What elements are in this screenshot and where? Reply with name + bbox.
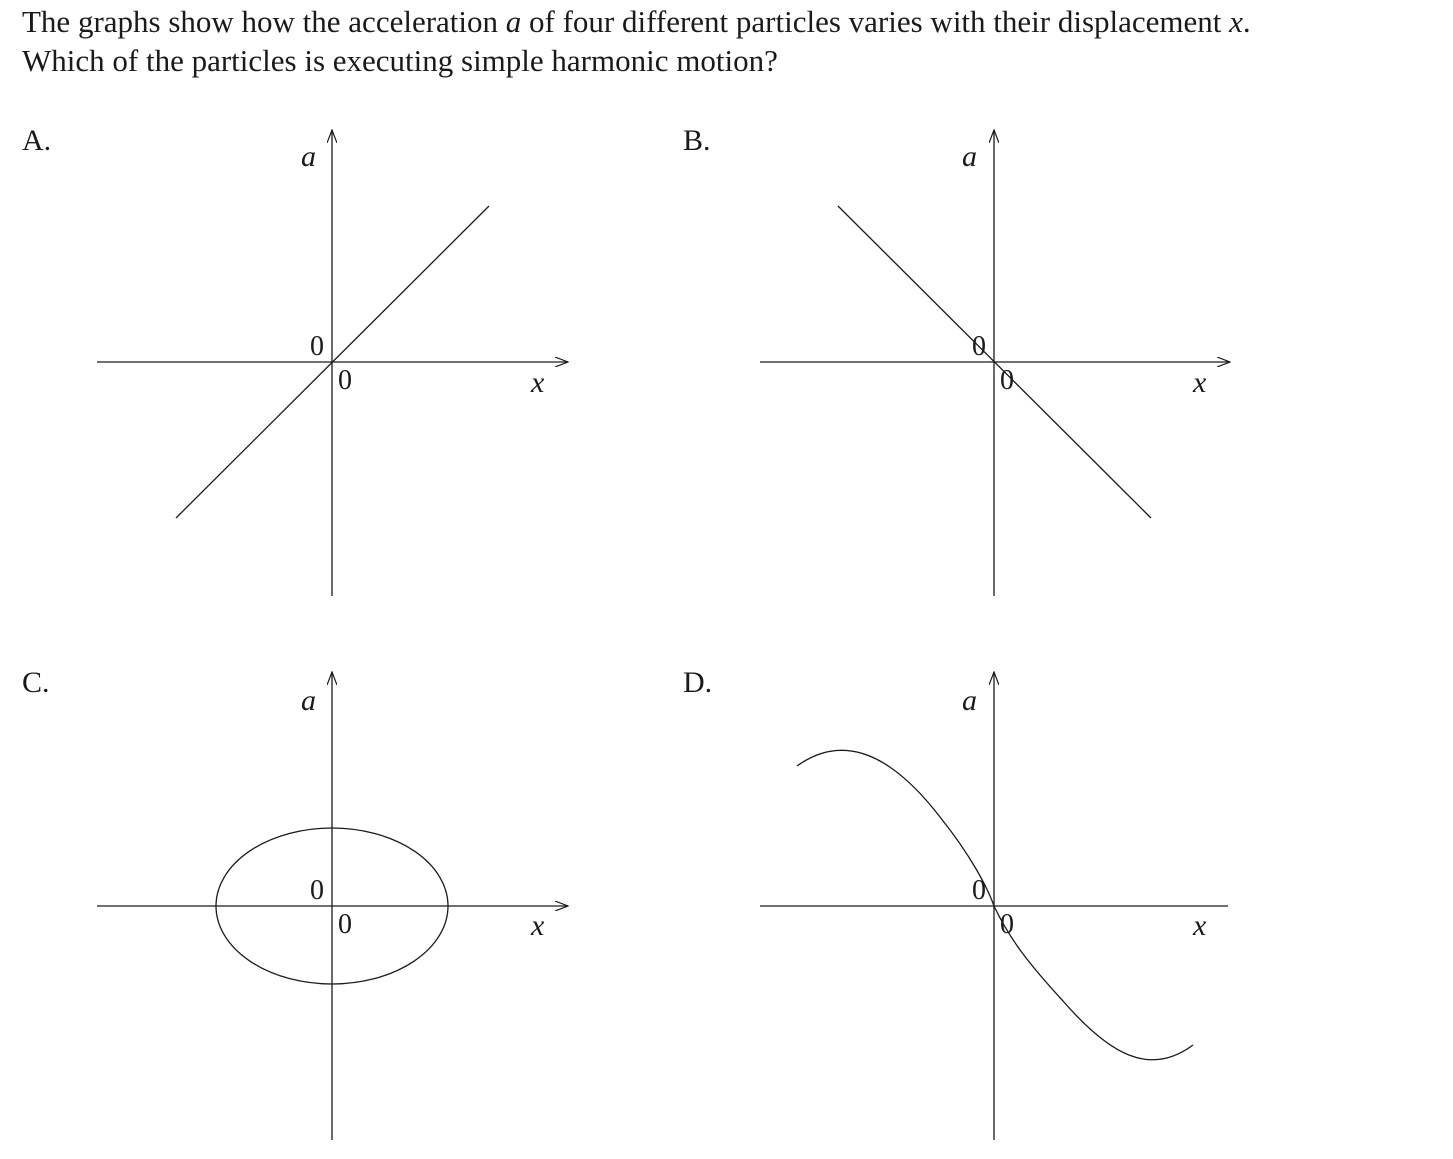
- question-line-2: Which of the particles is executing simple harmonic motion?: [22, 43, 778, 78]
- question-text-part: The graphs show how the acceleration: [22, 4, 506, 39]
- origin-label-y: 0: [972, 331, 986, 362]
- y-axis-label: a: [301, 684, 316, 717]
- x-axis-label: x: [531, 909, 545, 942]
- x-axis-label: x: [1193, 366, 1207, 399]
- graph-b[interactable]: [760, 130, 1230, 596]
- origin-label-y: 0: [310, 331, 324, 362]
- option-label-b[interactable]: B.: [683, 124, 711, 157]
- origin-label-x: 0: [1000, 365, 1014, 396]
- graph-d-curve: [797, 750, 1193, 1059]
- y-axis-label: a: [301, 140, 316, 173]
- y-axis-label: a: [962, 684, 977, 717]
- question-text-part: .: [1242, 4, 1251, 39]
- x-axis-label: x: [1193, 909, 1207, 942]
- variable-a: a: [505, 4, 522, 39]
- y-axis-label: a: [962, 140, 977, 173]
- graph-d[interactable]: [760, 672, 1228, 1140]
- graph-c[interactable]: [97, 672, 568, 1140]
- origin-label-x: 0: [1000, 909, 1014, 940]
- origin-label-y: 0: [310, 875, 324, 906]
- x-axis-label: x: [531, 366, 545, 399]
- option-label-c[interactable]: C.: [22, 666, 50, 699]
- origin-label-x: 0: [338, 909, 352, 940]
- option-label-d[interactable]: D.: [683, 666, 713, 699]
- origin-label-y: 0: [972, 875, 986, 906]
- variable-x: x: [1229, 4, 1243, 39]
- origin-label-x: 0: [338, 365, 352, 396]
- option-label-a[interactable]: A.: [22, 124, 52, 157]
- question-text-part: of four different particles varies with their displacement: [521, 4, 1230, 39]
- graph-a[interactable]: [97, 130, 568, 596]
